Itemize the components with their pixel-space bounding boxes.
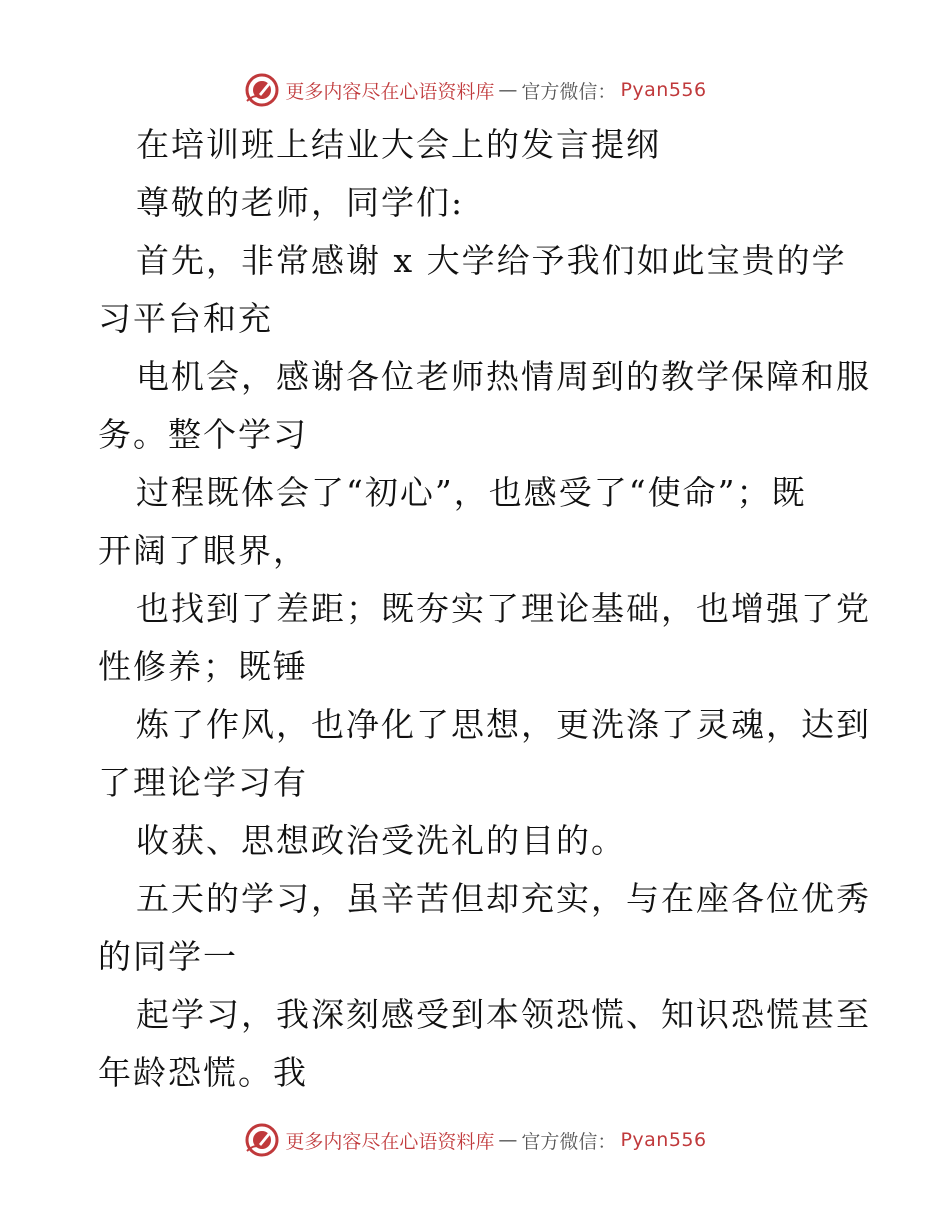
pen-circle-logo-icon <box>243 1121 281 1159</box>
body-line: 电机会，感谢各位老师热情周到的教学保障和服 <box>136 357 871 396</box>
document-body <box>98 116 871 1102</box>
banner-separator: — <box>498 79 518 101</box>
salutation-line: 尊敬的老师，同学们: <box>136 183 465 222</box>
body-line: 首先，非常感谢 x 大学给予我们如此宝贵的学 <box>136 241 847 280</box>
body-line: 年龄恐慌。我 <box>98 1053 308 1092</box>
banner-site-text: 更多内容尽在心语资料库 <box>285 80 495 103</box>
pen-circle-logo-icon <box>243 71 281 109</box>
body-line: 炼了作风，也净化了思想，更洗涤了灵魂，达到 <box>136 705 871 744</box>
body-line: 过程既体会了“初心”，也感受了“使命”；既 <box>136 473 807 512</box>
banner-wechat-id: Pyan556 <box>620 1129 707 1151</box>
body-line: 也找到了差距；既夯实了理论基础，也增强了党 <box>136 589 871 628</box>
body-line: 开阔了眼界， <box>98 531 308 570</box>
body-line: 收获、思想政治受洗礼的目的。 <box>136 821 626 860</box>
footer-watermark-banner <box>0 1120 950 1160</box>
banner-wechat-label: 官方微信： <box>521 80 617 103</box>
banner-wechat-label: 官方微信： <box>521 1130 617 1153</box>
body-line: 的同学一 <box>98 937 238 976</box>
body-line: 起学习，我深刻感受到本领恐慌、知识恐慌甚至 <box>136 995 871 1034</box>
body-line: 习平台和充 <box>98 299 273 338</box>
banner-separator: — <box>498 1129 518 1151</box>
banner-wechat-id: Pyan556 <box>620 79 707 101</box>
banner-site-text: 更多内容尽在心语资料库 <box>285 1130 495 1153</box>
body-line: 了理论学习有 <box>98 763 308 802</box>
body-line: 五天的学习，虽辛苦但却充实，与在座各位优秀 <box>136 879 871 918</box>
document-title: 在培训班上结业大会上的发言提纲 <box>136 125 661 164</box>
body-line: 性修养；既锤 <box>98 647 308 686</box>
header-watermark-banner <box>0 70 950 110</box>
body-line: 务。整个学习 <box>98 415 308 454</box>
